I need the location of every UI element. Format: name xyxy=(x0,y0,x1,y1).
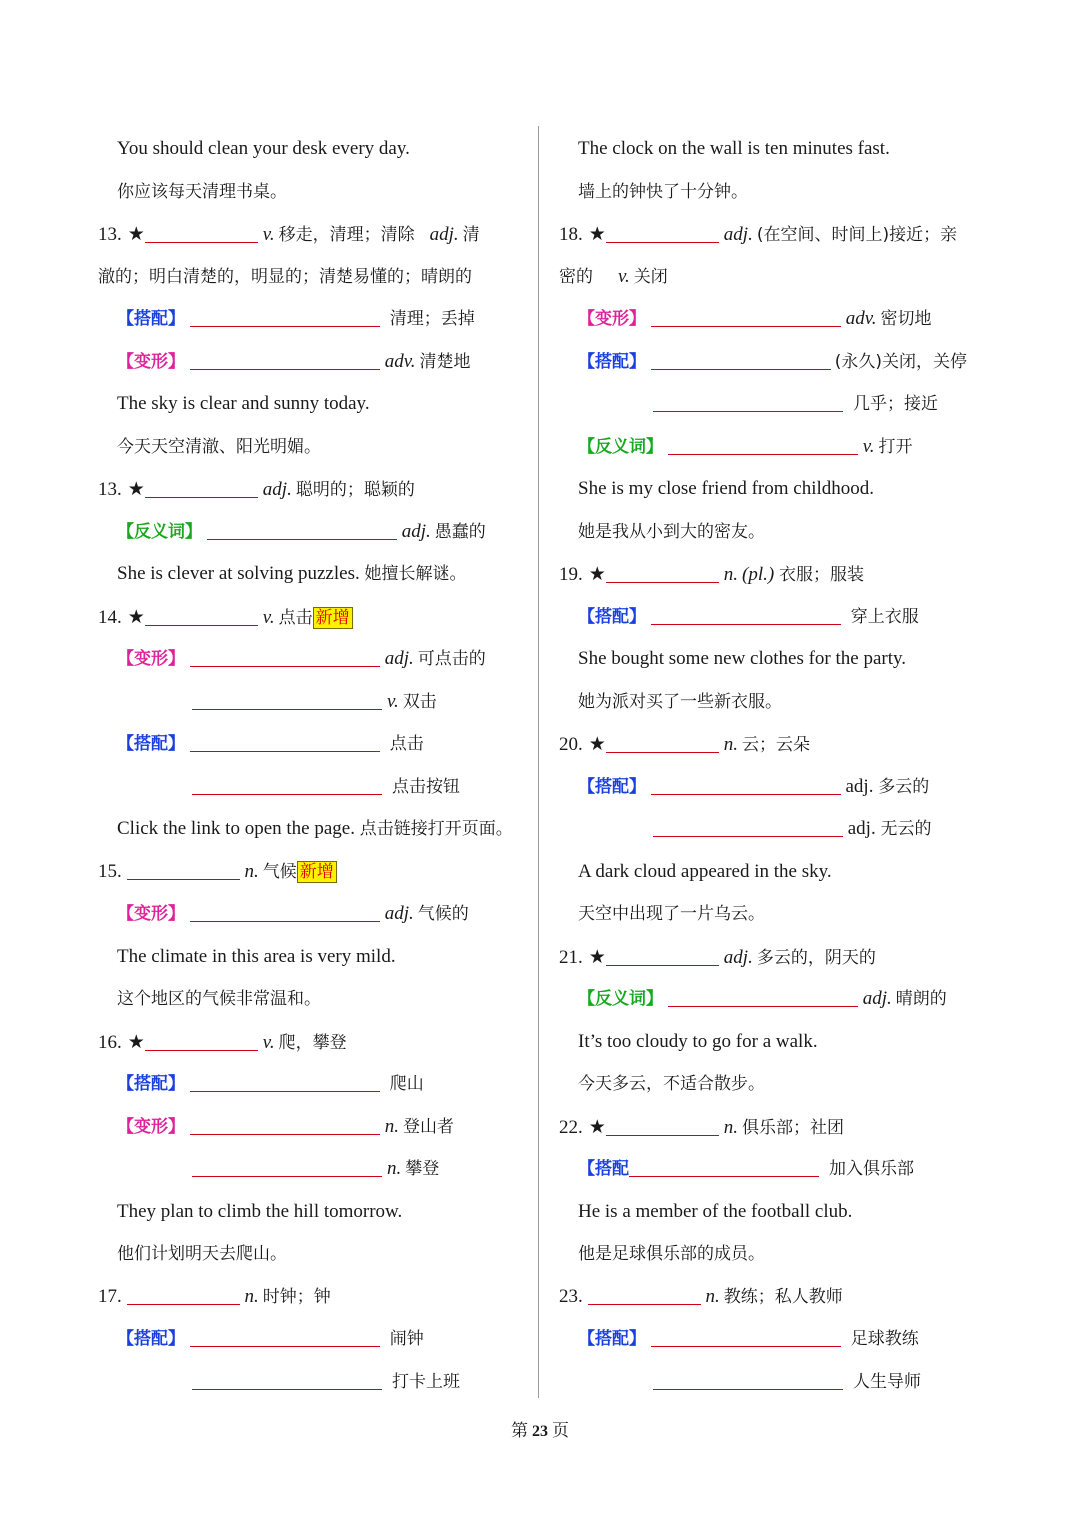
example-sentence-en: The climate in this area is very mild. xyxy=(117,945,396,967)
collocation-row: 【搭配】 闹钟 xyxy=(98,1318,538,1361)
vocab-entry-13b: 13. ★ adj. 聪明的；聪颖的 xyxy=(98,468,538,511)
entry-number: 20. xyxy=(559,734,583,755)
example-sentence-en: The sky is clear and sunny today. xyxy=(117,393,370,414)
example-sentence-en: You should clean your desk every day. xyxy=(117,138,410,159)
antonym-row: 【反义词】 v. 打开 xyxy=(578,435,913,457)
example-sentence-en: He is a member of the football club. xyxy=(578,1200,853,1222)
answer-blank[interactable] xyxy=(192,774,382,795)
entry-number: 22. xyxy=(559,1116,583,1138)
answer-blank[interactable] xyxy=(207,519,397,540)
example-sentence-zh: 你应该每天清理书桌。 xyxy=(117,181,287,202)
antonym-row: 【反义词】 adj. 愚蠢的 xyxy=(117,520,486,542)
answer-blank[interactable] xyxy=(190,646,380,667)
answer-blank[interactable] xyxy=(190,1114,380,1135)
star-icon: ★ xyxy=(127,1030,145,1053)
answer-blank[interactable] xyxy=(190,1326,380,1347)
answer-blank[interactable] xyxy=(668,434,858,455)
answer-blank[interactable] xyxy=(145,222,258,243)
answer-blank[interactable] xyxy=(192,689,382,710)
example-sentence-zh: 今天多云，不适合散步。 xyxy=(578,1074,765,1094)
answer-blank[interactable] xyxy=(668,986,858,1007)
vocab-entry-21: 21. ★ adj. 多云的，阴天的 xyxy=(559,936,999,979)
example-sentence-en: It’s too cloudy to go for a walk. xyxy=(578,1030,818,1052)
example-sentence-zh: 他们计划明天去爬山。 xyxy=(117,1244,287,1264)
example-sentence-en: She bought some new clothes for the party. xyxy=(578,648,907,669)
word-form-row: 【变形】 adj. 可点击的 xyxy=(117,648,486,669)
word-form-tag: 【变形】 xyxy=(117,351,185,372)
star-icon: ★ xyxy=(588,223,606,245)
entry-number: 13. xyxy=(98,479,122,500)
word-form-row: 【变形】 adv. 清楚地 xyxy=(117,350,471,372)
answer-blank[interactable] xyxy=(651,349,831,370)
answer-blank[interactable] xyxy=(190,306,380,327)
answer-blank[interactable] xyxy=(190,731,380,752)
example-sentence-en: She is my close friend from childhood. xyxy=(578,478,875,499)
word-form-tag: 【变形】 xyxy=(578,309,646,329)
new-badge: 新增 xyxy=(297,861,337,883)
collocation-tag: 【搭配】 xyxy=(117,1329,185,1349)
collocation-row: 【搭配 加入俱乐部 xyxy=(559,1148,999,1191)
example-sentence-zh: 墙上的钟快了十分钟。 xyxy=(578,181,748,202)
answer-blank[interactable] xyxy=(145,477,258,498)
answer-blank[interactable] xyxy=(651,604,841,625)
right-column xyxy=(559,128,999,1403)
vocab-entry-19: 19. ★ n. (pl.) 衣服；服装 xyxy=(559,553,999,596)
collocation-row: 几乎；接近 xyxy=(559,383,999,426)
collocation-row: 人生导师 xyxy=(559,1361,999,1404)
page-number: 第 23 页 xyxy=(511,1421,569,1441)
answer-blank[interactable] xyxy=(192,1369,382,1390)
vocab-entry-15: 15. n. 气候 新增 xyxy=(98,851,538,894)
collocation-tag: 【搭配】 xyxy=(578,606,646,627)
vocab-entry-18: 18. ★ adj. (在空间、时间上)接近；亲 xyxy=(559,213,999,256)
word-form-row: 【变形】 n. 登山者 xyxy=(117,1115,454,1137)
answer-blank[interactable] xyxy=(606,1115,719,1136)
star-icon: ★ xyxy=(127,605,145,628)
answer-blank[interactable] xyxy=(651,774,841,795)
answer-blank[interactable] xyxy=(190,1071,380,1092)
answer-blank[interactable] xyxy=(127,1284,240,1305)
vocab-entry-20: 20. ★ n. 云；云朵 xyxy=(559,723,999,766)
antonym-row: 【反义词】 adj. 晴朗的 xyxy=(578,988,947,1009)
collocation-row: 点击按钮 xyxy=(98,766,538,809)
antonym-tag: 【反义词】 xyxy=(578,436,663,457)
entry-number: 16. xyxy=(98,1031,122,1053)
vocab-entry-14: 14. ★ v. 点击 新增 xyxy=(98,596,538,639)
answer-blank[interactable] xyxy=(588,1284,701,1305)
star-icon: ★ xyxy=(588,563,606,585)
entry-number: 13. xyxy=(98,224,122,245)
collocation-row: 【搭配】 (永久)关闭，关停 xyxy=(559,341,999,384)
example-sentence-zh: 天空中出现了一片乌云。 xyxy=(578,904,765,924)
collocation-row: 【搭配】 穿上衣服 xyxy=(559,596,999,639)
entry-number: 21. xyxy=(559,946,583,968)
answer-blank[interactable] xyxy=(653,391,843,412)
answer-blank[interactable] xyxy=(629,1156,819,1177)
example-sentence-en: They plan to climb the hill tomorrow. xyxy=(117,1200,403,1222)
definition-continuation: 澈的；明白清楚的，明显的；清楚易懂的；晴朗的 xyxy=(98,266,472,287)
word-form-tag: 【变形】 xyxy=(117,1116,185,1137)
answer-blank[interactable] xyxy=(190,349,380,370)
star-icon: ★ xyxy=(127,478,145,500)
example-sentence: Click the link to open the page. 点击链接打开页面。 xyxy=(117,818,513,839)
collocation-row: 【搭配】 点击 xyxy=(98,723,538,766)
example-sentence-zh: 这个地区的气候非常温和。 xyxy=(117,989,321,1009)
word-form-tag: 【变形】 xyxy=(117,904,185,924)
collocation-row: 【搭配】 爬山 xyxy=(98,1063,538,1106)
entry-number: 15. xyxy=(98,860,122,882)
new-badge: 新增 xyxy=(313,607,353,629)
answer-blank[interactable] xyxy=(190,901,380,922)
example-sentence-zh: 今天天空清澈、阳光明媚。 xyxy=(117,436,321,457)
word-form-row: 【变形】 adj. 气候的 xyxy=(117,903,469,924)
answer-blank[interactable] xyxy=(606,222,719,243)
collocation-row: 【搭配】 足球教练 xyxy=(559,1318,999,1361)
answer-blank[interactable] xyxy=(606,945,719,966)
collocation-tag: 【搭配】 xyxy=(117,309,185,329)
vocab-entry-13a: 13. ★ v. 移走，清理；清除 adj. 清 xyxy=(98,213,538,256)
vocab-entry-17: 17. n. 时钟；钟 xyxy=(98,1276,538,1319)
star-icon: ★ xyxy=(127,223,145,245)
answer-blank[interactable] xyxy=(653,816,843,837)
collocation-tag: 【搭配】 xyxy=(117,734,185,754)
entry-number: 18. xyxy=(559,224,583,245)
word-form-row: 【变形】 adv. 密切地 xyxy=(578,308,932,329)
collocation-tag: 【搭配 xyxy=(578,1159,629,1179)
answer-blank[interactable] xyxy=(653,1369,843,1390)
antonym-tag: 【反义词】 xyxy=(117,521,202,542)
example-sentence-en: The clock on the wall is ten minutes fast. xyxy=(578,138,890,159)
entry-number: 19. xyxy=(559,564,583,585)
example-sentence-zh: 她为派对买了一些新衣服。 xyxy=(578,691,782,712)
answer-blank[interactable] xyxy=(127,859,240,880)
star-icon: ★ xyxy=(588,945,606,968)
example-sentence: She is clever at solving puzzles. 她擅长解谜。 xyxy=(117,563,467,584)
vocab-entry-22: 22. ★ n. 俱乐部；社团 xyxy=(559,1106,999,1149)
collocation-tag: 【搭配】 xyxy=(117,1074,185,1094)
entry-number: 14. xyxy=(98,606,122,628)
column-divider xyxy=(538,126,539,1398)
collocation-tag: 【搭配】 xyxy=(578,351,646,372)
star-icon: ★ xyxy=(588,1115,606,1138)
definition-continuation: 密的 v. 关闭 xyxy=(559,265,668,287)
example-sentence-zh: 她是我从小到大的密友。 xyxy=(578,521,765,542)
answer-blank[interactable] xyxy=(192,1156,382,1177)
word-form-tag: 【变形】 xyxy=(117,649,185,669)
collocation-row: 打卡上班 xyxy=(98,1361,538,1404)
answer-blank[interactable] xyxy=(145,605,258,626)
collocation-row: adj. 无云的 xyxy=(559,808,999,851)
word-form-row: v. 双击 xyxy=(98,681,538,724)
answer-blank[interactable] xyxy=(651,1326,841,1347)
answer-blank[interactable] xyxy=(145,1030,258,1051)
entry-number: 23. xyxy=(559,1285,583,1307)
vocab-entry-23: 23. n. 教练；私人教师 xyxy=(559,1276,999,1319)
example-sentence-en: A dark cloud appeared in the sky. xyxy=(578,860,832,882)
answer-blank[interactable] xyxy=(606,732,719,753)
vocab-entry-16: 16. ★ v. 爬，攀登 xyxy=(98,1021,538,1064)
example-sentence-zh: 他是足球俱乐部的成员。 xyxy=(578,1244,765,1264)
answer-blank[interactable] xyxy=(651,306,841,327)
collocation-row: 【搭配】 清理；丢掉 xyxy=(98,298,538,341)
collocation-row: 【搭配】 adj. 多云的 xyxy=(578,775,930,797)
left-column xyxy=(98,128,538,1403)
collocation-tag: 【搭配】 xyxy=(578,1329,646,1349)
word-form-row: n. 攀登 xyxy=(98,1148,538,1191)
collocation-tag: 【搭配】 xyxy=(578,776,646,797)
antonym-tag: 【反义词】 xyxy=(578,989,663,1009)
entry-number: 17. xyxy=(98,1285,122,1307)
answer-blank[interactable] xyxy=(606,562,719,583)
star-icon: ★ xyxy=(588,733,606,755)
